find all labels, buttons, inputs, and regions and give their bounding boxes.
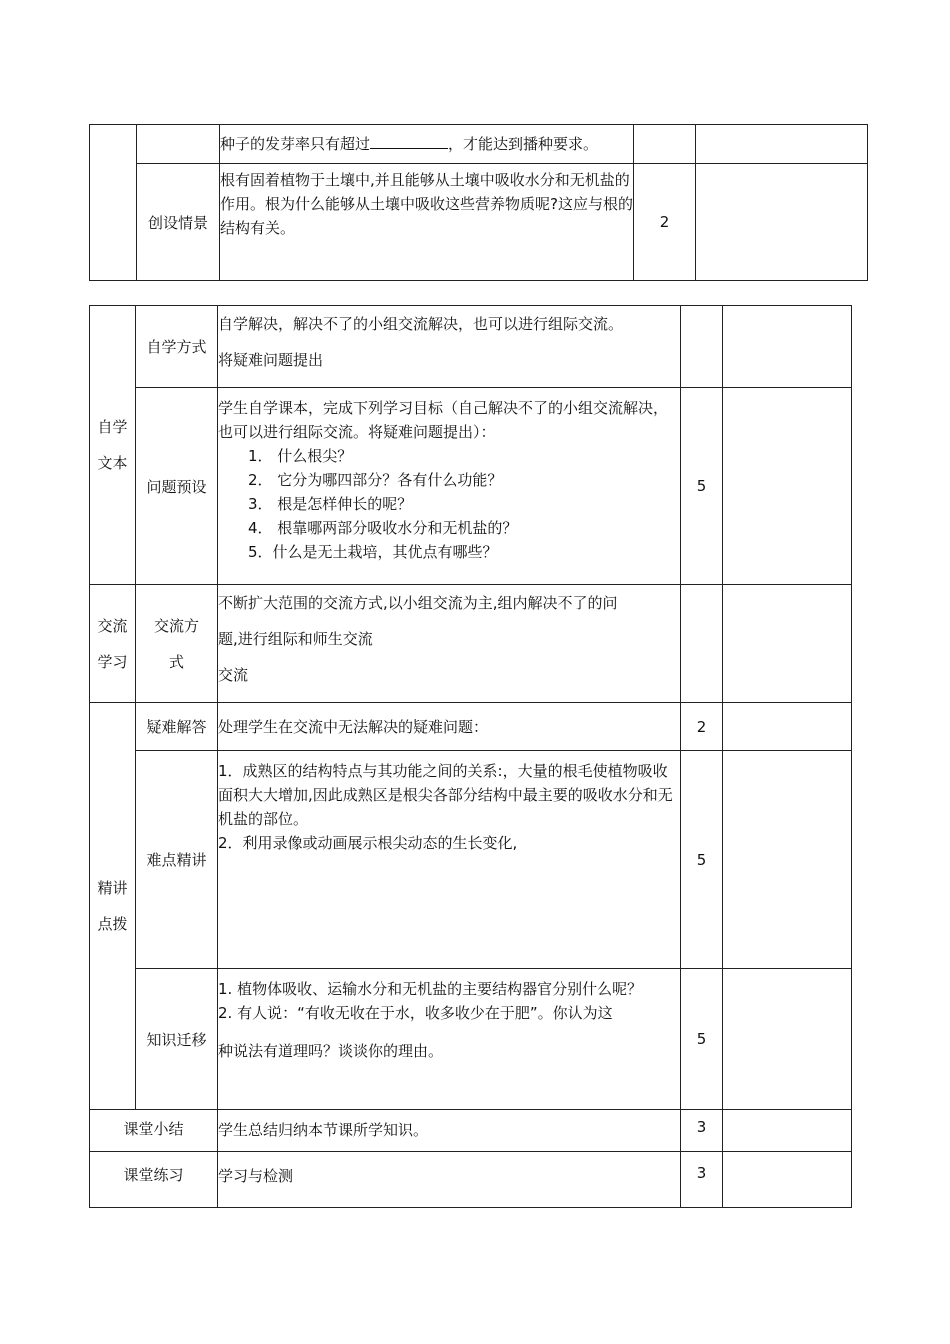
row-label-jiaoliu: 交流方式 bbox=[136, 585, 218, 703]
germination-text: 种子的发芽率只有超过 ，才能达到播种要求。 bbox=[220, 125, 634, 164]
wenti-time: 5 bbox=[681, 388, 723, 585]
nandian-time: 5 bbox=[681, 751, 723, 969]
yinan-time: 2 bbox=[681, 703, 723, 751]
question-item: 2． 它分为哪四部分？各有什么功能？ bbox=[248, 471, 503, 489]
lianxi-text: 学习与检测 bbox=[218, 1152, 681, 1208]
row-label-wenti: 问题预设 bbox=[136, 388, 218, 585]
scenario-time: 2 bbox=[634, 164, 696, 281]
question-item: 4． 根靠哪两部分吸收水分和无机盐的？ bbox=[248, 519, 518, 537]
xiaojie-text: 学生总结归纳本节课所学知识。 bbox=[218, 1110, 681, 1152]
lianxi-time: 3 bbox=[681, 1152, 723, 1208]
zhishi-text: 1. 植物体吸收、运输水分和无机盐的主要结构器官分别什么呢？ 2. 有人说：“有收无收在于水，收多收少在于肥”。你认为这 种说法有道理吗？谈谈你的理由。 bbox=[218, 969, 681, 1110]
time-cell bbox=[634, 125, 696, 164]
row-label-yinan: 疑难解答 bbox=[136, 703, 218, 751]
question-item: 1． 什么根尖？ bbox=[248, 447, 353, 465]
jiaoliu-text: 不断扩大范围的交流方式,以小组交流为主,组内解决不了的问 题,进行组际和师生交流 交流 bbox=[218, 585, 681, 703]
row-label-xiaojie: 课堂小结 bbox=[90, 1110, 218, 1152]
note-cell bbox=[696, 164, 868, 281]
note-cell bbox=[723, 306, 852, 388]
zixue-fangshi-text: 自学解决，解决不了的小组交流解决，也可以进行组际交流。 将疑难问题提出 bbox=[218, 306, 681, 388]
lesson-table-top bbox=[89, 124, 868, 281]
row-label-scenario: 创设情景 bbox=[137, 164, 220, 281]
zhishi-time: 5 bbox=[681, 969, 723, 1110]
nandian-text: 1．成熟区的结构特点与其功能之间的关系:，大量的根毛使植物吸收面积大大增加,因此成熟区是根尖各部分结构中最主要的吸收水分和无机盐的部位。 2．利用录像或动画展示根尖动态的生长变化, bbox=[218, 751, 681, 969]
fill-blank[interactable] bbox=[370, 134, 448, 149]
note-cell bbox=[723, 969, 852, 1110]
question-item: 3． 根是怎样伸长的呢？ bbox=[248, 495, 413, 513]
note-cell bbox=[723, 703, 852, 751]
section-jingjiang: 精讲点拨 bbox=[90, 703, 136, 1110]
lesson-table-main bbox=[89, 305, 852, 1208]
section-zixue: 自学文本 bbox=[90, 306, 136, 585]
row-label-lianxi: 课堂练习 bbox=[90, 1152, 218, 1208]
wenti-text: 学生自学课本，完成下列学习目标（自己解决不了的小组交流解决，也可以进行组际交流。将疑难问题提出）： 1． 什么根尖？ 2． 它分为哪四部分？各有什么功能？ 3． 根是怎样伸长的呢？ 4． 根靠哪两部分吸收水分和无机盐的？ 5．什么是无土栽培，其优点有哪些？ bbox=[218, 388, 681, 585]
note-cell bbox=[723, 388, 852, 585]
note-cell bbox=[723, 751, 852, 969]
time-cell bbox=[681, 585, 723, 703]
note-cell bbox=[723, 585, 852, 703]
row-label-zhishi: 知识迁移 bbox=[136, 969, 218, 1110]
note-cell bbox=[696, 125, 868, 164]
scenario-text: 根有固着植物于土壤中,并且能够从土壤中吸收水分和无机盐的作用。根为什么能够从土壤中吸收这些营养物质呢?这应与根的结构有关。 bbox=[220, 164, 634, 281]
row-label-zixue-fangshi: 自学方式 bbox=[136, 306, 218, 388]
blank-label-cell bbox=[137, 125, 220, 164]
question-item: 5．什么是无土栽培，其优点有哪些？ bbox=[248, 543, 498, 561]
xiaojie-time: 3 bbox=[681, 1110, 723, 1152]
row-label-nandian: 难点精讲 bbox=[136, 751, 218, 969]
note-cell bbox=[723, 1110, 852, 1152]
section-jiaoliu: 交流学习 bbox=[90, 585, 136, 703]
time-cell bbox=[681, 306, 723, 388]
blank-section-cell bbox=[90, 125, 137, 281]
note-cell bbox=[723, 1152, 852, 1208]
yinan-text: 处理学生在交流中无法解决的疑难问题： bbox=[218, 703, 681, 751]
